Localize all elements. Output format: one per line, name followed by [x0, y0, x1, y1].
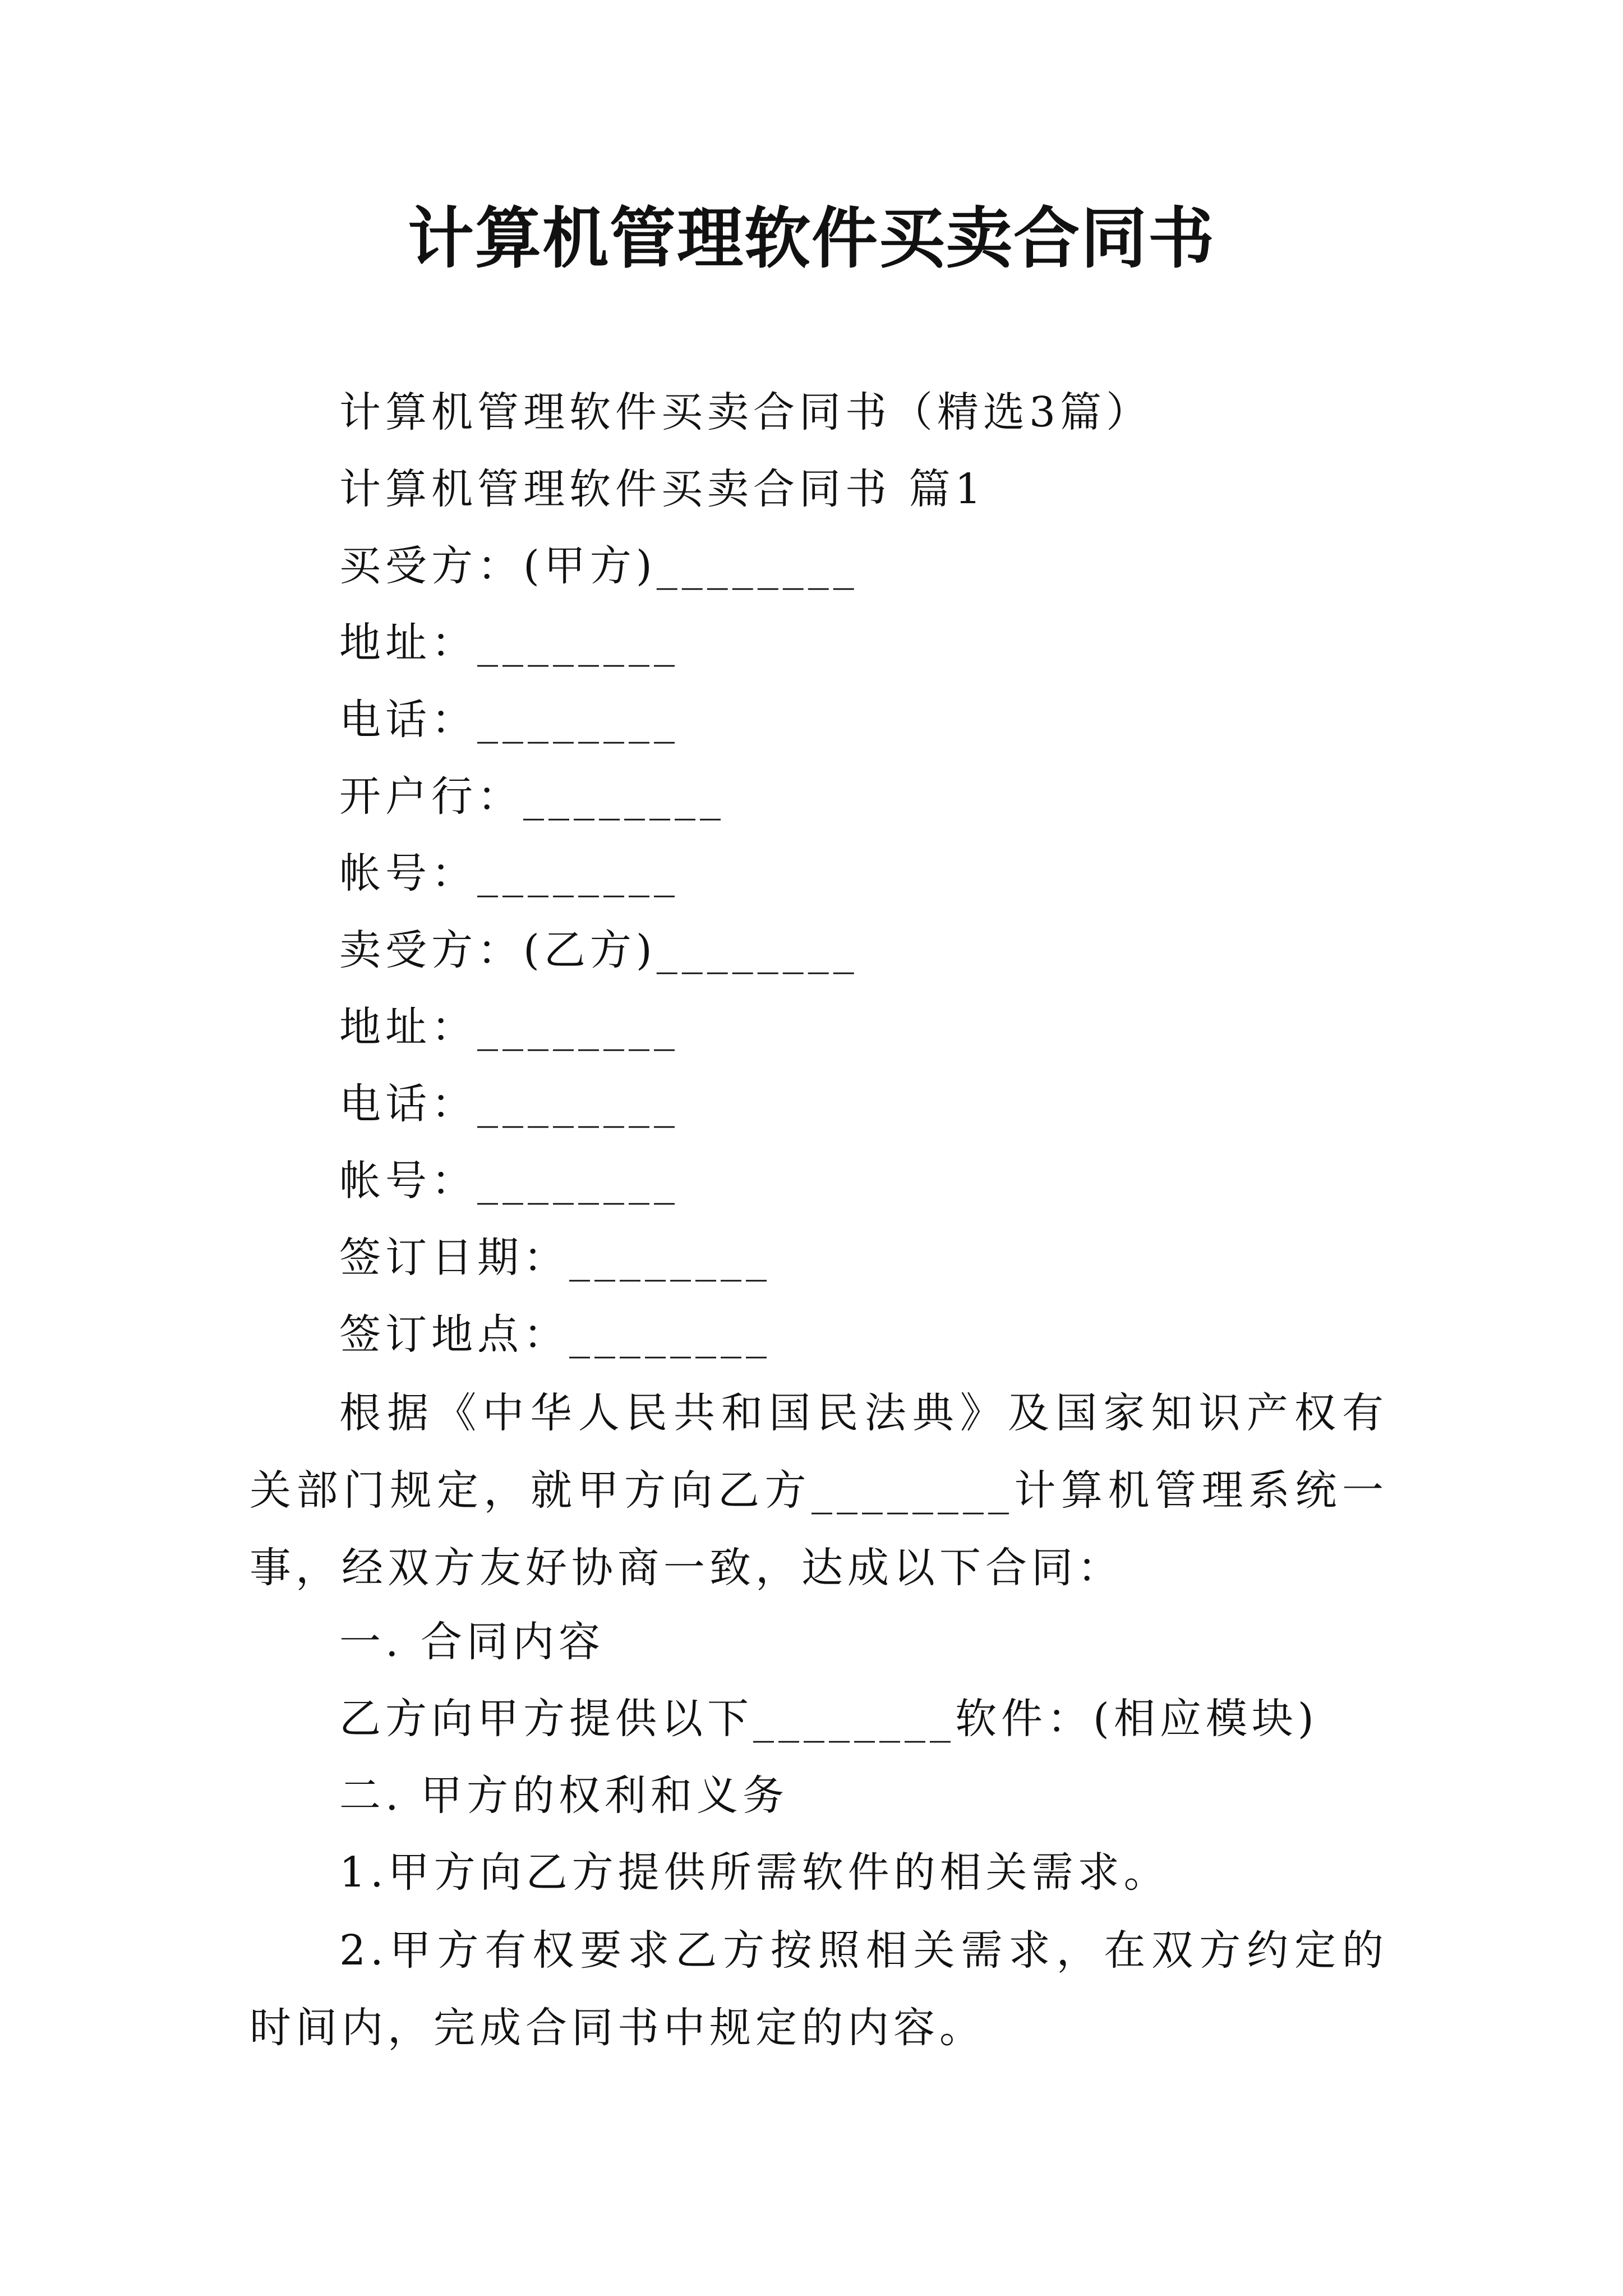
buyer-address-line: 地址：________ — [339, 619, 679, 667]
section1-body: 乙方向甲方提供以下________软件：(相应模块) — [339, 1695, 1318, 1743]
sign-date-line: 签订日期：________ — [339, 1234, 771, 1282]
section2-heading: 二. 甲方的权利和义务 — [339, 1772, 789, 1820]
seller-address-line: 地址：________ — [339, 1003, 679, 1051]
subtitle-line: 计算机管理软件买卖合同书（精选3篇） — [339, 388, 1152, 436]
buyer-line: 买受方：(甲方)________ — [339, 542, 859, 590]
seller-account-line: 帐号：________ — [339, 1157, 679, 1205]
document-title: 计算机管理软件买卖合同书 — [407, 199, 1215, 277]
seller-line: 卖受方：(乙方)________ — [339, 926, 859, 974]
sign-place-line: 签订地点：________ — [339, 1310, 771, 1359]
buyer-bank-line: 开户行：________ — [339, 772, 725, 821]
intro-paragraph: 根据《中华人民共和国民法典》及国家知识产权有关部门规定，就甲方向乙方________计算机管理系统一事，经双方友好协商一致，达成以下合同： — [250, 1389, 1388, 1592]
item-1: 1.甲方向乙方提供所需软件的相关需求。 — [339, 1848, 1170, 1897]
buyer-phone-line: 电话：________ — [339, 696, 679, 744]
buyer-account-line: 帐号：________ — [339, 849, 679, 898]
section1-heading: 一. 合同内容 — [339, 1618, 605, 1666]
seller-phone-line: 电话：________ — [339, 1080, 679, 1128]
part-heading: 计算机管理软件买卖合同书 篇1 — [339, 465, 986, 513]
item-2: 2.甲方有权要求乙方按照相关需求，在双方约定的时间内，完成合同书中规定的内容。 — [250, 1926, 1388, 2052]
